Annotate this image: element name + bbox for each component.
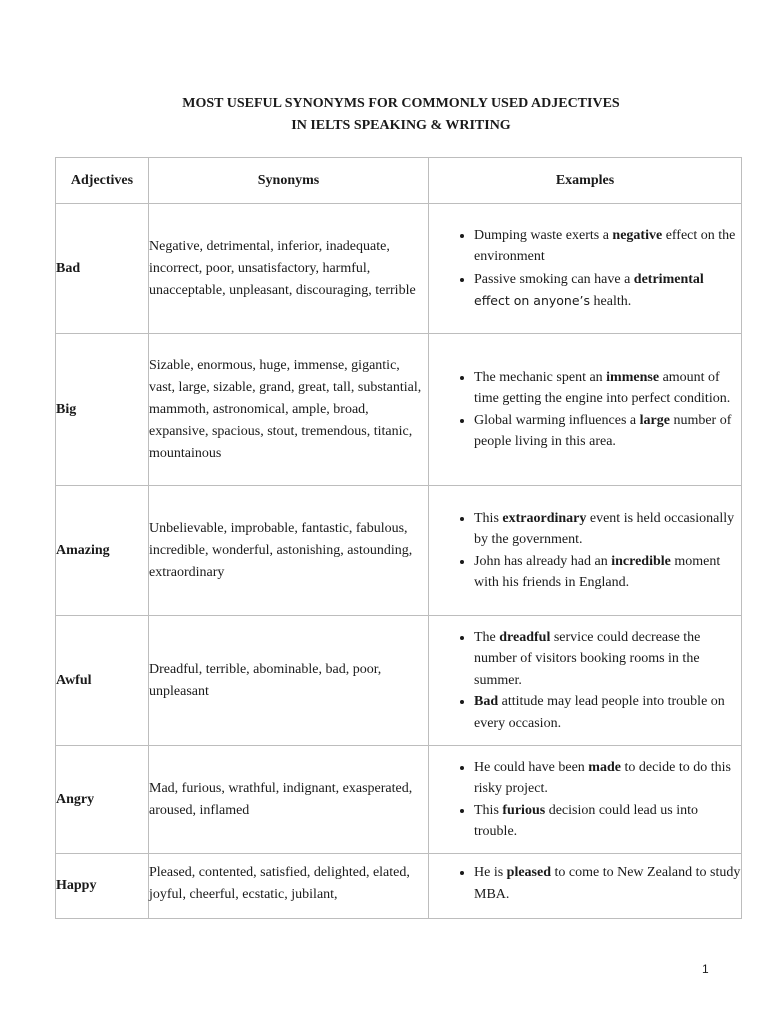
example-item (474, 268, 741, 313)
example-text: Passive smoking can have a (474, 271, 634, 287)
highlighted-word: detrimental (633, 271, 704, 287)
adjective-cell: Awful (56, 616, 149, 746)
example-text: effect on the environment (474, 227, 736, 264)
example-item (474, 800, 741, 843)
example-item (474, 551, 741, 594)
header-synonyms: Synonyms (149, 158, 429, 204)
table-row (56, 334, 742, 486)
example-item (474, 367, 741, 410)
synonyms-cell: Dreadful, terrible, abominable, bad, poor, unpleasant (149, 616, 429, 746)
synonyms-cell: Unbelievable, improbable, fantastic, fabulous, incredible, wonderful, astonishing, astounding, extraordinary (149, 486, 429, 616)
example-text: amount of time getting the engine into perfect condition. (474, 369, 731, 406)
example-text: to decide to do this risky project. (474, 759, 732, 796)
title-line-1: MOST USEFUL SYNONYMS FOR COMMONLY USED ADJECTIVES (182, 96, 620, 111)
example-text: health. (590, 294, 632, 309)
adjective-cell: Amazing (56, 486, 149, 616)
example-item (474, 225, 741, 268)
synonyms-cell: Sizable, enormous, huge, immense, gigantic, vast, large, sizable, grand, great, tall, substantial, mammoth, astronomical, ample, broad, expansive, spacious, stout, tremendous, titanic, mountainous (149, 334, 429, 486)
highlighted-word: negative (612, 227, 663, 243)
examples-list (429, 367, 741, 453)
example-text: decision could lead us into trouble. (474, 802, 698, 839)
examples-list (429, 225, 741, 313)
example-text: The (474, 629, 500, 645)
highlighted-word: Bad (474, 694, 499, 710)
highlighted-word: extraordinary (502, 510, 587, 526)
example-text: moment with his friends in England. (474, 553, 721, 590)
document-title (0, 93, 768, 137)
examples-cell (429, 204, 742, 334)
highlighted-word: immense (606, 369, 660, 385)
example-text: The mechanic spent an (474, 369, 607, 385)
example-item (474, 691, 741, 734)
adjective-cell: Happy (56, 854, 149, 919)
example-item (474, 410, 741, 453)
example-text: effect on anyone’s (474, 293, 591, 308)
table-row (56, 854, 742, 919)
table-row (56, 486, 742, 616)
highlighted-word: large (639, 412, 670, 428)
example-text: number of people living in this area. (474, 412, 732, 449)
title-line-2: IN IELTS SPEAKING & WRITING (291, 118, 511, 133)
examples-list (429, 862, 741, 905)
example-text: service could decrease the number of visitors booking rooms in the summer. (474, 629, 701, 688)
adjective-cell: Big (56, 334, 149, 486)
example-item (474, 627, 741, 692)
highlighted-word: furious (502, 802, 546, 818)
example-text: He is (474, 865, 507, 880)
example-item (474, 757, 741, 800)
header-adjectives: Adjectives (56, 158, 149, 204)
highlighted-word: dreadful (499, 629, 551, 645)
page-number: 1 (702, 962, 709, 976)
examples-list (429, 508, 741, 594)
highlighted-word: made (588, 759, 621, 775)
examples-cell (429, 334, 742, 486)
table-row (56, 746, 742, 854)
adjective-cell: Angry (56, 746, 149, 854)
examples-cell (429, 746, 742, 854)
example-text: This (474, 802, 503, 818)
highlighted-word: pleased (506, 865, 552, 880)
example-text: attitude may lead people into trouble on every occasion. (474, 694, 725, 731)
example-text: event is held occasionally by the government. (474, 510, 735, 547)
synonyms-cell: Negative, detrimental, inferior, inadequate, incorrect, poor, unsatisfactory, harmful, unacceptable, unpleasant, discouraging, terrible (149, 204, 429, 334)
table-header-row (56, 158, 742, 204)
synonyms-cell: Pleased, contented, satisfied, delighted, elated, joyful, cheerful, ecstatic, jubilant, (149, 854, 429, 919)
highlighted-word: incredible (611, 553, 671, 569)
synonyms-cell: Mad, furious, wrathful, indignant, exasperated, aroused, inflamed (149, 746, 429, 854)
table-row (56, 204, 742, 334)
examples-cell (429, 854, 742, 919)
adjective-cell: Bad (56, 204, 149, 334)
synonyms-table (55, 157, 742, 919)
example-text: John has already had an (474, 553, 612, 569)
example-text: to come to New Zealand to study MBA. (474, 865, 741, 902)
examples-cell (429, 486, 742, 616)
example-text: He could have been (474, 759, 589, 775)
examples-list (429, 757, 741, 843)
example-item (474, 862, 741, 905)
example-text: This (474, 510, 503, 526)
example-text: Global warming influences a (474, 412, 640, 428)
table-row (56, 616, 742, 746)
examples-cell (429, 616, 742, 746)
examples-list (429, 627, 741, 735)
header-examples: Examples (429, 158, 742, 204)
example-text: Dumping waste exerts a (474, 227, 613, 243)
example-item (474, 508, 741, 551)
